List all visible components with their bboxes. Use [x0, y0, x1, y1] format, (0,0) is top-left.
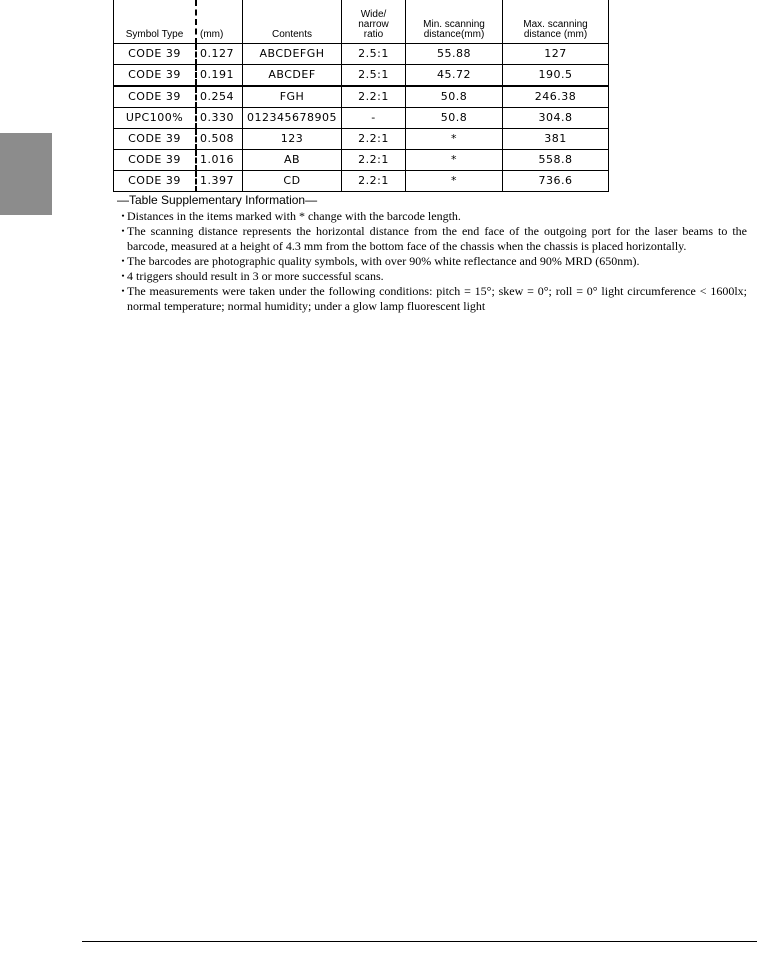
cell-symbol-type: CODE 39 [114, 44, 197, 65]
header-contents: Contents [243, 0, 342, 44]
cell-mm: 0.191 [196, 65, 243, 87]
cell-contents: FGH [243, 86, 342, 108]
cell-symbol-type: CODE 39 [114, 129, 197, 150]
cell-ratio: 2.2:1 [342, 129, 406, 150]
bullet-icon: ・ [117, 284, 130, 298]
header-ratio [342, 0, 406, 44]
header-ratio-line2: narrow [358, 19, 389, 30]
note-item [117, 284, 747, 314]
table-row [114, 65, 609, 87]
cell-min-distance: 55.88 [406, 44, 503, 65]
header-max-distance [503, 0, 609, 44]
cell-mm: 0.127 [196, 44, 243, 65]
header-ratio-line3: ratio [363, 29, 384, 40]
header-min-distance [406, 0, 503, 44]
cell-contents: AB [243, 150, 342, 171]
note-item [117, 224, 747, 254]
table-header-row [114, 0, 609, 44]
cell-ratio: 2.2:1 [342, 171, 406, 192]
cell-symbol-type: CODE 39 [114, 86, 197, 108]
header-symbol-type: Symbol Type [114, 0, 197, 44]
bullet-icon: ・ [117, 269, 130, 283]
cell-symbol-type: CODE 39 [114, 171, 197, 192]
scanning-distance-table [113, 0, 609, 192]
table-row [114, 108, 609, 129]
cell-min-distance: 50.8 [406, 86, 503, 108]
cell-mm: 1.397 [196, 171, 243, 192]
bullet-icon: ・ [117, 224, 130, 238]
cell-ratio: 2.2:1 [342, 86, 406, 108]
note-text: The barcodes are photographic quality symbols, with over 90% white reflectance and 90% MRD (650nm). [127, 254, 640, 268]
cell-max-distance: 246.38 [503, 86, 609, 108]
cell-min-distance: * [406, 171, 503, 192]
cell-min-distance: * [406, 150, 503, 171]
header-max-line2: distance (mm) [523, 29, 588, 40]
cell-max-distance: 558.8 [503, 150, 609, 171]
cell-min-distance: 50.8 [406, 108, 503, 129]
table-row [114, 129, 609, 150]
cell-symbol-type: CODE 39 [114, 65, 197, 87]
note-item [117, 254, 747, 269]
note-item [117, 209, 747, 224]
table-row [114, 44, 609, 65]
section-side-tab [0, 133, 52, 215]
cell-max-distance: 304.8 [503, 108, 609, 129]
bullet-icon: ・ [117, 254, 130, 268]
cell-max-distance: 127 [503, 44, 609, 65]
table-row [114, 86, 609, 108]
cell-contents: ABCDEFGH [243, 44, 342, 65]
header-ratio-line1: Wide/ [360, 9, 387, 20]
cell-ratio: 2.5:1 [342, 44, 406, 65]
table-supplementary-notes [117, 193, 747, 314]
cell-symbol-type: UPC100% [114, 108, 197, 129]
cell-ratio: - [342, 108, 406, 129]
header-mm: (mm) [196, 0, 243, 44]
cell-contents: ABCDEF [243, 65, 342, 87]
cell-mm: 0.330 [196, 108, 243, 129]
header-min-line2: distance(mm) [423, 29, 485, 40]
notes-list [117, 209, 747, 314]
header-min-line1: Min. scanning [423, 19, 485, 30]
note-text: The measurements were taken under the following conditions: pitch = 15°; skew = 0°; roll = 0° light circumference < 1600lx; normal temperature; normal humidity; under a glow lamp fluorescent light [127, 284, 747, 313]
cell-min-distance: * [406, 129, 503, 150]
cell-mm: 0.254 [196, 86, 243, 108]
cell-max-distance: 190.5 [503, 65, 609, 87]
notes-title: —Table Supplementary Information— [117, 193, 318, 207]
cell-min-distance: 45.72 [406, 65, 503, 87]
cell-mm: 0.508 [196, 129, 243, 150]
table-row [114, 171, 609, 192]
cell-max-distance: 736.6 [503, 171, 609, 192]
cell-symbol-type: CODE 39 [114, 150, 197, 171]
bullet-icon: ・ [117, 209, 130, 223]
header-max-line1: Max. scanning [523, 19, 588, 30]
table-row [114, 150, 609, 171]
note-text: The scanning distance represents the horizontal distance from the end face of the outgoing port for the laser beams to the barcode, measured at a height of 4.3 mm from the bottom face of the chassis when the chassis is placed horizontally. [127, 224, 747, 253]
footer-divider [82, 941, 757, 942]
note-text: Distances in the items marked with * change with the barcode length. [127, 209, 461, 223]
scanning-distance-table-container [113, 0, 609, 192]
cell-contents: 123 [243, 129, 342, 150]
cell-ratio: 2.2:1 [342, 150, 406, 171]
cell-ratio: 2.5:1 [342, 65, 406, 87]
cell-mm: 1.016 [196, 150, 243, 171]
cell-contents: 012345678905 [243, 108, 342, 129]
cell-max-distance: 381 [503, 129, 609, 150]
note-item [117, 269, 747, 284]
cell-contents: CD [243, 171, 342, 192]
note-text: 4 triggers should result in 3 or more successful scans. [127, 269, 384, 283]
